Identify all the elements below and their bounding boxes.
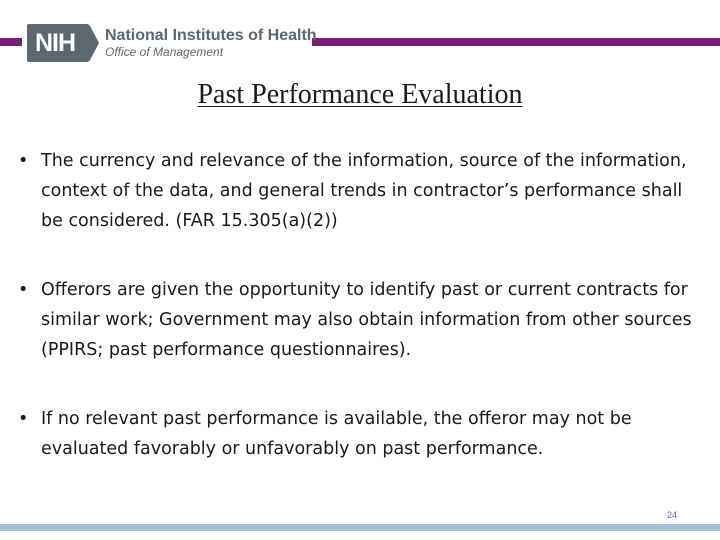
- page-number: 24: [666, 510, 677, 520]
- logo-mark: [27, 24, 89, 62]
- org-name: National Institutes of Health: [105, 27, 317, 44]
- bullet-symbol: •: [18, 409, 29, 429]
- bullet-item: [18, 275, 708, 365]
- logo-wordmark: [105, 27, 317, 59]
- bullet-text: If no relevant past performance is available, the offeror may not be evaluated favorably or unfavorably on past performance.: [41, 409, 632, 459]
- bullet-text: Offerors are given the opportunity to identify past or current contracts for similar work; Government may also obtain information from other sources (PPIRS; past performance questionnaires).: [41, 280, 692, 360]
- bullet-item: [18, 404, 708, 464]
- bullet-symbol: •: [18, 151, 29, 171]
- nih-logo: [27, 22, 317, 64]
- bullet-list: [18, 146, 708, 503]
- logo-mark-text: NIH: [35, 28, 76, 57]
- header-bar-left: [0, 38, 22, 46]
- bullet-item: [18, 146, 708, 236]
- office-name: Office of Management: [105, 45, 224, 59]
- bullet-symbol: •: [18, 280, 29, 300]
- footer-bar: [0, 524, 720, 531]
- header-bar-right: [312, 38, 720, 46]
- bullet-text: The currency and relevance of the information, source of the information, context of the data, and general trends in contractor’s performance shall be considered. (FAR 15.305(a)(2)): [41, 151, 687, 231]
- slide-title: [0, 78, 720, 112]
- slide-title-text: Past Performance Evaluation: [197, 79, 523, 110]
- logo-chevron-shape: [89, 24, 99, 62]
